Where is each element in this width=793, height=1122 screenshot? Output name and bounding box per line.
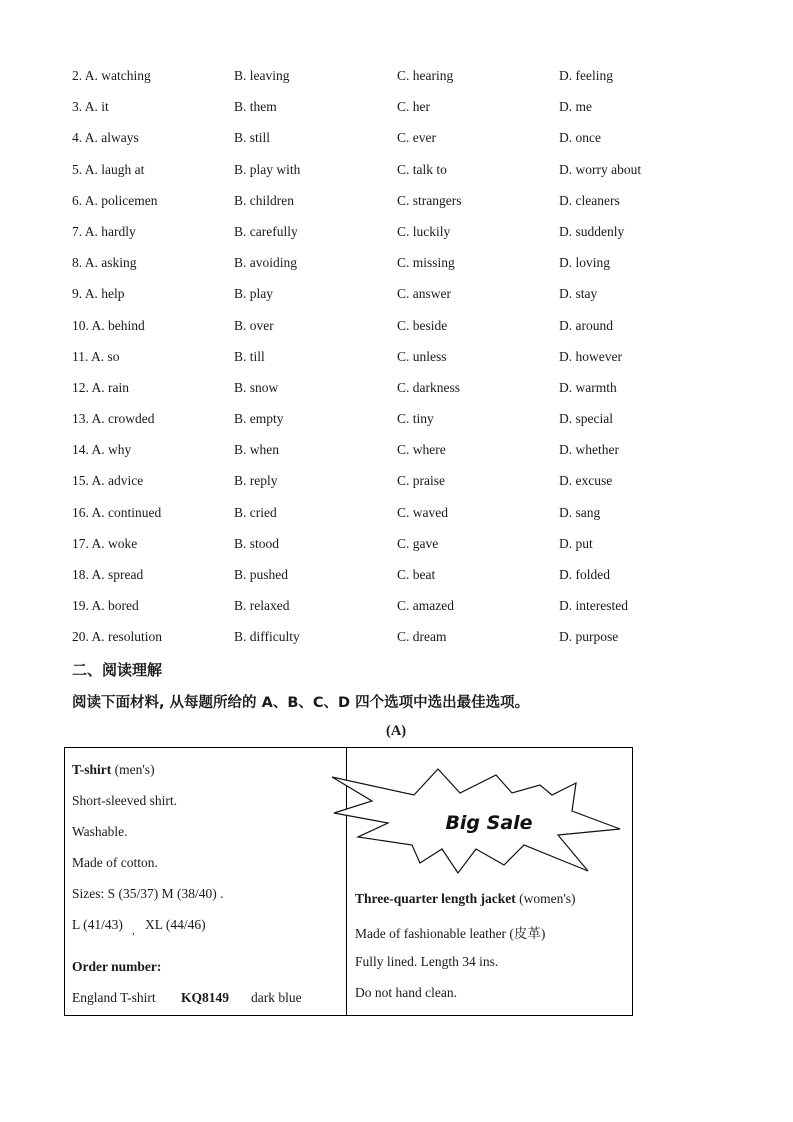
option-d: [559, 567, 610, 583]
option-c-text: luckily: [412, 223, 451, 239]
option-c: [397, 473, 445, 489]
big-sale-text: Big Sale: [445, 812, 533, 834]
option-a: [72, 349, 120, 365]
option-a-label: 7. A.: [72, 223, 98, 239]
option-d-text: worry about: [575, 161, 642, 177]
option-d-label: D.: [559, 629, 573, 645]
option-d-text: feeling: [575, 68, 613, 83]
option-b: [234, 349, 265, 365]
option-d: [559, 380, 617, 396]
option-c: [397, 68, 453, 84]
option-a-text: bored: [108, 598, 139, 614]
option-row: [0, 565, 793, 596]
option-a-text: laugh at: [101, 161, 145, 177]
option-b-label: B.: [234, 567, 247, 582]
option-c: [397, 193, 462, 209]
option-a: [72, 505, 161, 521]
option-c-label: C.: [397, 192, 410, 208]
option-a-label: 4. A.: [72, 130, 98, 146]
option-c: [397, 130, 436, 146]
option-b-text: difficulty: [249, 629, 300, 645]
option-d-label: D.: [559, 442, 573, 458]
option-a-text: rain: [108, 379, 130, 395]
option-b-text: avoiding: [249, 255, 298, 271]
option-b-label: B.: [234, 473, 247, 489]
option-b-label: B.: [234, 317, 247, 333]
option-b: [234, 536, 279, 552]
option-d-label: D.: [559, 255, 573, 271]
option-c-label: C.: [397, 411, 410, 427]
option-c-text: hearing: [412, 68, 454, 83]
option-d-label: D.: [559, 192, 573, 208]
option-b-text: play with: [249, 161, 301, 177]
option-c-label: C.: [397, 255, 410, 271]
jacket-title: Three-quarter length jacket: [355, 891, 516, 906]
option-b: [234, 505, 277, 521]
option-b: [234, 130, 270, 146]
passage-label: (A): [386, 723, 407, 739]
option-b-text: leaving: [249, 68, 290, 83]
option-d-text: interested: [575, 598, 628, 614]
option-c-text: missing: [412, 255, 455, 271]
option-c: [397, 567, 435, 583]
option-d: [559, 505, 600, 521]
option-d-text: however: [575, 348, 622, 364]
option-b: [234, 598, 290, 614]
option-a-text: watching: [101, 68, 151, 83]
option-b-label: B.: [234, 379, 247, 395]
option-b-label: B.: [234, 223, 247, 239]
option-a: [72, 99, 109, 115]
option-b: [234, 193, 294, 209]
option-d-text: around: [575, 317, 613, 333]
option-a-label: 16. A.: [72, 504, 105, 520]
option-d-label: D.: [559, 535, 573, 551]
option-a: [72, 380, 129, 396]
option-c: [397, 536, 438, 552]
option-a-text: spread: [108, 567, 144, 582]
option-b-label: B.: [234, 442, 247, 458]
option-b-label: B.: [234, 411, 247, 427]
option-d-label: D.: [559, 99, 573, 115]
option-a-label: 6. A.: [72, 192, 98, 208]
option-c-text: tiny: [412, 411, 434, 427]
option-a: [72, 318, 145, 334]
jacket-line-3: Do not hand clean.: [355, 985, 457, 1000]
section-title: 二、阅读理解: [72, 661, 163, 679]
option-b-label: B.: [234, 348, 247, 364]
tshirt-title-suffix: (men's): [111, 762, 155, 777]
option-a-text: always: [101, 130, 139, 146]
option-d-text: warmth: [575, 379, 617, 395]
option-c-text: talk to: [412, 161, 447, 177]
option-c-text: beat: [412, 567, 436, 582]
tshirt-title-line: [72, 762, 155, 778]
order-code: KQ8149: [181, 990, 230, 1005]
option-c-text: beside: [412, 317, 448, 333]
option-a-label: 14. A.: [72, 442, 105, 458]
option-b: [234, 286, 273, 302]
option-d-text: purpose: [575, 629, 619, 645]
option-b: [234, 411, 284, 427]
option-a-text: behind: [108, 317, 145, 333]
option-d-text: suddenly: [575, 223, 625, 239]
option-a: [72, 68, 151, 84]
option-row: [0, 596, 793, 627]
option-b: [234, 68, 290, 84]
option-d: [559, 349, 622, 365]
option-a-text: so: [107, 348, 120, 364]
option-b: [234, 442, 279, 458]
option-b-label: B.: [234, 286, 247, 302]
option-a-text: why: [108, 442, 132, 458]
option-d: [559, 224, 624, 240]
option-a-label: 3. A.: [72, 99, 98, 115]
option-a-label: 2. A.: [72, 68, 98, 83]
option-b-text: reply: [249, 473, 278, 489]
tshirt-sizes-2a: L (41/43): [72, 917, 123, 932]
option-b-label: B.: [234, 130, 247, 146]
option-b-label: B.: [234, 99, 247, 115]
option-d-label: D.: [559, 473, 573, 489]
option-a-text: advice: [108, 473, 144, 489]
option-c: [397, 598, 454, 614]
order-item: England T-shirt: [72, 990, 156, 1005]
option-a: [72, 286, 125, 302]
option-a-label: 11. A.: [72, 348, 105, 364]
jacket-title-line: [355, 891, 576, 907]
option-b-label: B.: [234, 504, 247, 520]
option-c-label: C.: [397, 223, 410, 239]
option-row: [0, 471, 793, 502]
option-row: [0, 347, 793, 378]
option-d: [559, 286, 597, 302]
option-b-text: still: [249, 130, 271, 146]
option-c-text: unless: [412, 348, 447, 364]
option-a-text: it: [101, 99, 109, 115]
option-d: [559, 193, 620, 209]
option-a-label: 19. A.: [72, 598, 105, 614]
option-a-text: resolution: [108, 629, 163, 645]
option-c: [397, 162, 447, 178]
option-d-text: me: [575, 99, 592, 115]
option-c-label: C.: [397, 317, 410, 333]
option-d: [559, 411, 613, 427]
option-a: [72, 629, 162, 645]
option-d: [559, 255, 610, 271]
option-a: [72, 193, 158, 209]
option-d-label: D.: [559, 411, 573, 427]
option-a-label: 17. A.: [72, 535, 105, 551]
tshirt-line-3: Made of cotton.: [72, 855, 158, 870]
option-row: [0, 627, 793, 658]
option-d-label: D.: [559, 223, 573, 239]
option-d-label: D.: [559, 348, 573, 364]
option-c-label: C.: [397, 442, 410, 458]
option-a-text: continued: [108, 504, 162, 520]
option-c-label: C.: [397, 598, 410, 614]
option-b-label: B.: [234, 255, 247, 271]
option-b-text: when: [249, 442, 280, 458]
option-a-label: 10. A.: [72, 317, 105, 333]
option-a-label: 5. A.: [72, 161, 98, 177]
option-a: [72, 162, 144, 178]
option-a-text: woke: [108, 535, 138, 551]
option-c-text: dream: [412, 629, 447, 645]
option-a-label: 9. A.: [72, 286, 98, 302]
option-c-label: C.: [397, 379, 410, 395]
option-d-text: loving: [575, 255, 611, 271]
option-d-text: put: [575, 535, 593, 551]
option-b: [234, 380, 278, 396]
big-sale-starburst: [328, 763, 624, 875]
option-a-label: 15. A.: [72, 473, 105, 489]
option-a-label: 20. A.: [72, 629, 105, 645]
order-color: dark blue: [251, 990, 302, 1005]
option-c: [397, 505, 448, 521]
tshirt-sizes-sep: ,: [132, 925, 135, 937]
tshirt-title: T-shirt: [72, 762, 112, 777]
option-c: [397, 380, 460, 396]
option-row: [0, 503, 793, 534]
option-b-text: over: [249, 317, 274, 333]
option-d: [559, 598, 628, 614]
section-instruction: 阅读下面材料, 从每题所给的 A、B、C、D 四个选项中选出最佳选项。: [72, 695, 530, 711]
tshirt-line-2: Washable.: [72, 824, 128, 839]
option-c: [397, 224, 450, 240]
option-d-label: D.: [559, 161, 573, 177]
tshirt-line-1: Short-sleeved shirt.: [72, 793, 177, 808]
option-b-label: B.: [234, 535, 247, 551]
option-d: [559, 442, 619, 458]
options-list: [0, 66, 793, 659]
option-row: [0, 222, 793, 253]
option-c-text: waved: [412, 504, 448, 520]
option-b: [234, 567, 288, 583]
option-c-label: C.: [397, 504, 410, 520]
option-d-label: D.: [559, 567, 573, 582]
option-a-text: asking: [101, 255, 137, 271]
option-row: [0, 253, 793, 284]
option-d-text: once: [575, 130, 601, 146]
option-b-text: carefully: [249, 223, 298, 239]
option-row: [0, 534, 793, 565]
option-a-label: 13. A.: [72, 411, 105, 427]
option-d-label: D.: [559, 379, 573, 395]
option-c-label: C.: [397, 629, 410, 645]
option-b-text: stood: [249, 535, 280, 551]
option-d: [559, 473, 612, 489]
option-c-label: C.: [397, 68, 410, 83]
option-b-text: snow: [249, 379, 279, 395]
option-d-text: special: [575, 411, 613, 427]
option-c-text: where: [412, 442, 446, 458]
option-c: [397, 442, 446, 458]
option-a-label: 12. A.: [72, 379, 105, 395]
option-c: [397, 318, 447, 334]
option-b: [234, 629, 300, 645]
option-b: [234, 255, 297, 271]
option-row: [0, 128, 793, 159]
tshirt-sizes-2b: XL (44/46): [145, 917, 206, 932]
option-c-label: C.: [397, 130, 410, 146]
option-d-text: stay: [575, 286, 598, 302]
option-b-text: pushed: [249, 567, 289, 582]
option-c: [397, 349, 447, 365]
option-a: [72, 598, 139, 614]
option-b-label: B.: [234, 68, 247, 83]
option-c-text: ever: [412, 130, 436, 146]
option-b-label: B.: [234, 192, 247, 208]
option-a: [72, 567, 143, 583]
option-c-label: C.: [397, 161, 410, 177]
option-c-text: answer: [412, 286, 451, 302]
option-c-text: darkness: [412, 379, 461, 395]
option-d: [559, 99, 592, 115]
option-c-text: amazed: [412, 598, 454, 614]
option-d-label: D.: [559, 598, 573, 614]
option-b-text: empty: [249, 411, 284, 427]
option-d: [559, 130, 601, 146]
option-b: [234, 473, 278, 489]
option-c-text: gave: [412, 535, 439, 551]
option-row: [0, 97, 793, 128]
option-a: [72, 255, 137, 271]
option-row: [0, 160, 793, 191]
option-d-text: cleaners: [575, 192, 620, 208]
option-a-label: 18. A.: [72, 567, 105, 582]
option-b-label: B.: [234, 598, 247, 614]
jacket-line-2: Fully lined. Length 34 ins.: [355, 954, 499, 969]
option-c: [397, 411, 434, 427]
option-b-label: B.: [234, 161, 247, 177]
option-b-text: relaxed: [249, 598, 290, 614]
tshirt-sizes-1: Sizes: S (35/37) M (38/40) .: [72, 886, 224, 901]
option-b-label: B.: [234, 629, 247, 645]
option-a-text: hardly: [101, 223, 136, 239]
option-a: [72, 130, 139, 146]
option-d-label: D.: [559, 68, 573, 83]
option-b-text: cried: [249, 504, 277, 520]
option-c: [397, 255, 455, 271]
option-d: [559, 68, 613, 84]
option-b: [234, 99, 277, 115]
option-row: [0, 409, 793, 440]
option-c-label: C.: [397, 473, 410, 489]
option-d: [559, 162, 641, 178]
option-d-text: excuse: [575, 473, 613, 489]
option-c-text: strangers: [412, 192, 462, 208]
option-a-text: policemen: [101, 192, 158, 208]
option-a: [72, 224, 136, 240]
option-b-text: till: [249, 348, 265, 364]
option-c-label: C.: [397, 567, 410, 582]
option-row: [0, 191, 793, 222]
option-d-label: D.: [559, 130, 573, 146]
option-b-text: them: [249, 99, 277, 115]
jacket-title-suffix: (women's): [515, 891, 576, 906]
option-a: [72, 442, 131, 458]
order-number-label: Order number:: [72, 959, 162, 974]
option-row: [0, 440, 793, 471]
option-a-text: crowded: [108, 411, 155, 427]
option-c-label: C.: [397, 286, 410, 302]
option-c-text: praise: [412, 473, 445, 489]
option-c: [397, 286, 451, 302]
option-d-label: D.: [559, 504, 573, 520]
option-a-label: 8. A.: [72, 255, 98, 271]
option-b-text: play: [249, 286, 274, 302]
option-c: [397, 99, 430, 115]
option-a: [72, 411, 155, 427]
option-c: [397, 629, 447, 645]
option-d: [559, 629, 618, 645]
option-d-text: sang: [575, 504, 601, 520]
option-d-label: D.: [559, 317, 573, 333]
option-b: [234, 162, 300, 178]
option-c-text: her: [412, 99, 431, 115]
option-d-text: folded: [575, 567, 610, 582]
option-a: [72, 473, 143, 489]
option-row: [0, 284, 793, 315]
option-d-label: D.: [559, 286, 573, 302]
option-row: [0, 66, 793, 97]
option-b: [234, 318, 274, 334]
option-a-text: help: [101, 286, 125, 302]
option-a: [72, 536, 137, 552]
jacket-line-1: Made of fashionable leather (皮革): [355, 926, 546, 941]
option-b: [234, 224, 298, 240]
option-row: [0, 378, 793, 409]
option-d-text: whether: [575, 442, 619, 458]
option-d: [559, 318, 613, 334]
option-b-text: children: [249, 192, 294, 208]
option-c-label: C.: [397, 348, 410, 364]
option-c-label: C.: [397, 535, 410, 551]
option-c-label: C.: [397, 99, 410, 115]
option-row: [0, 316, 793, 347]
option-d: [559, 536, 593, 552]
